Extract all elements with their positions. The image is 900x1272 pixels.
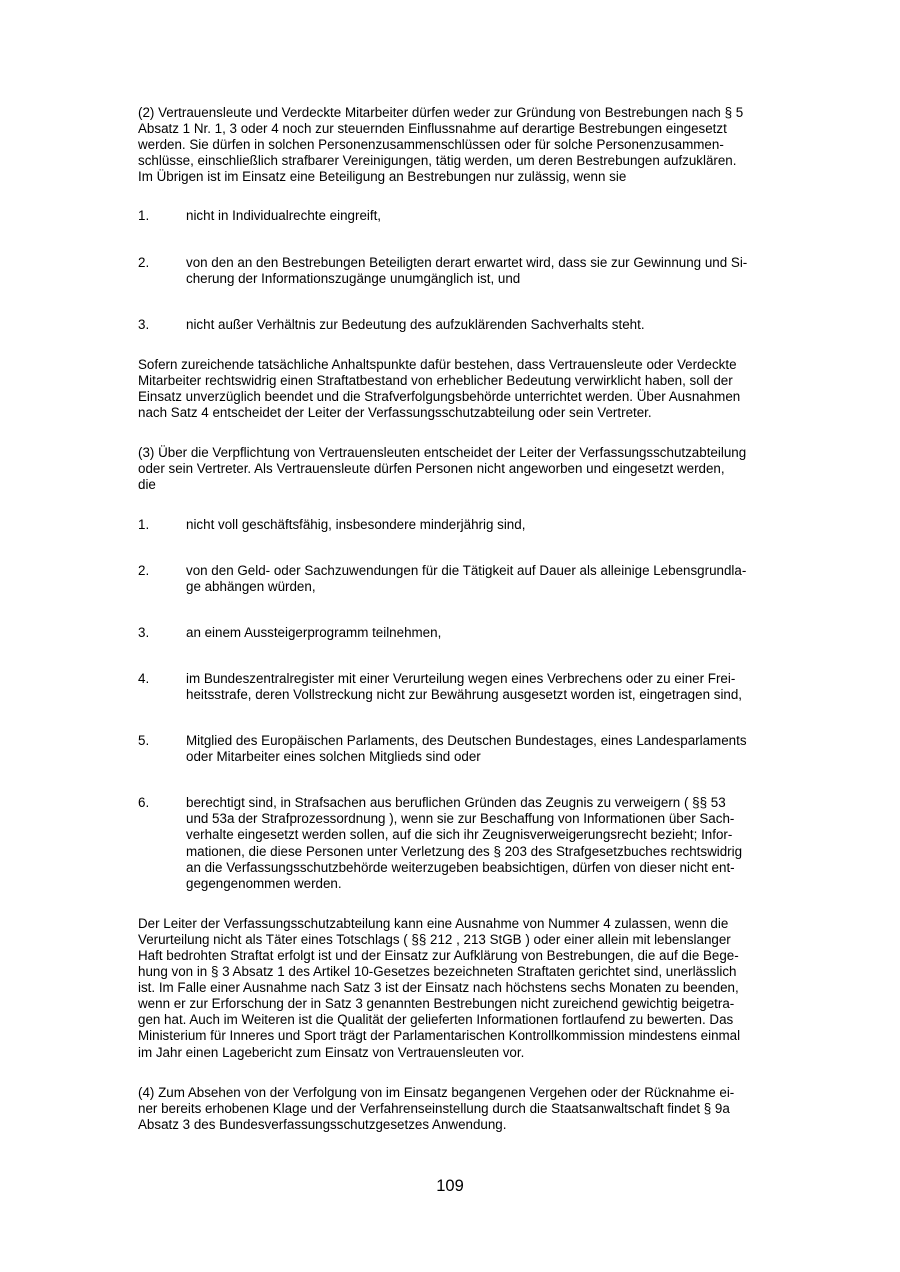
list-item-number: 5. [138,733,150,749]
list-item [138,317,798,333]
text-line: wenn er zur Erforschung der in Satz 3 genannten Bestrebungen nicht zureichend gewichtig beigetra- [138,996,735,1012]
list-item-number: 3. [138,316,150,332]
list-item-number: 2. [138,254,150,270]
text-line: nicht voll geschäftsfähig, insbesondere minderjährig sind, [186,516,526,532]
paragraph-4 [138,1085,798,1133]
text-line: im Jahr einen Lagebericht zum Einsatz von Vertrauensleuten vor. [138,1044,525,1060]
text-line: Absatz 1 Nr. 1, 3 oder 4 noch zur steuernden Einflussnahme auf derartige Bestrebungen eingesetzt [138,121,727,137]
list-item [138,733,798,765]
list-item-number: 3. [138,624,150,640]
text-line: ge abhängen würden, [186,578,316,594]
text-line: verhalte eingesetzt werden sollen, auf die sich ihr Zeugnisverweigerungsrecht bezieht; Infor- [186,827,733,843]
text-line: cherung der Informationszugänge unumgänglich ist, und [186,270,521,286]
paragraph-2-intro [138,105,798,185]
text-line: die [138,477,156,493]
text-line: Haft bedrohten Straftat erfolgt ist und der Einsatz zur Aufklärung von Bestrebungen, die auf die Bege- [138,948,739,963]
text-line: Ministerium für Inneres und Sport trägt der Parlamentarischen Kontrollkommission mindestens einmal [138,1028,741,1044]
conditions-list [138,208,798,332]
text-line: gegengenommen werden. [186,875,342,891]
text-line: ner bereits erhobenen Klage und der Verfahrenseinstellung durch die Staatsanwaltschaft findet § 9a [138,1100,730,1116]
text-line: schlüsse, einschließlich strafbarer Vereinigungen, tätig werden, um deren Bestrebungen aufzuklären. [138,153,737,169]
text-line: an die Verfassungsschutzbehörde weiterzugeben beabsichtigen, dürfen von dieser nicht ent- [186,859,735,875]
list-item [138,255,798,287]
list-item-number: 1. [138,208,150,224]
text-line: Absatz 3 des Bundesverfassungsschutzgesetzes Anwendung. [138,1116,507,1132]
text-line: im Bundeszentralregister mit einer Verurteilung wegen eines Verbrechens oder zu einer Frei- [186,670,736,686]
list-item-number: 6. [138,795,150,811]
text-line: Mitglied des Europäischen Parlaments, des Deutschen Bundestages, eines Landesparlaments [186,733,747,749]
text-line: von den Geld- oder Sachzuwendungen für die Tätigkeit auf Dauer als alleinige Lebensgrundla- [186,562,747,578]
list-item-number: 4. [138,670,150,686]
list-item [138,625,798,641]
page-body [138,105,798,1133]
text-line: gen hat. Auch im Weiteren ist die Qualität der gelieferten Informationen fortlaufend zu bewerten. Das [138,1012,734,1028]
text-line: an einem Aussteigerprogramm teilnehmen, [186,624,442,640]
page-number: 109 [436,1177,464,1195]
text-line: Der Leiter der Verfassungsschutzabteilung kann eine Ausnahme von Nummer 4 zulassen, wenn die [138,915,729,931]
text-line: (2) Vertrauensleute und Verdeckte Mitarbeiter dürfen weder zur Gründung von Bestrebungen nach § 5 [138,105,744,120]
paragraph-3-intro [138,445,798,493]
list-item [138,795,798,892]
text-line: nicht in Individualrechte eingreift, [186,208,382,224]
paragraph-exception [138,916,798,1061]
text-line: (4) Zum Absehen von der Verfolgung von im Einsatz begangenen Vergehen oder der Rücknahme ei- [138,1084,735,1100]
list-item-number: 1. [138,516,150,532]
text-line: mationen, die diese Personen unter Verletzung des § 203 des Strafgesetzbuches rechtswidrig [186,843,743,859]
list-item-number: 2. [138,562,150,578]
list-item [138,563,798,595]
paragraph-violation [138,357,798,421]
text-line: oder Mitarbeiter eines solchen Mitglieds sind oder [186,749,481,765]
list-item [138,517,798,533]
list-item [138,671,798,703]
exclusion-list [138,517,798,892]
text-line: (3) Über die Verpflichtung von Vertrauensleuten entscheidet der Leiter der Verfassungsschutzabteilung [138,445,747,461]
text-line: oder sein Vertreter. Als Vertrauensleute dürfen Personen nicht angeworben und eingesetzt werden, [138,461,725,477]
text-line: Sofern zureichende tatsächliche Anhaltspunkte dafür bestehen, dass Vertrauensleute oder Verdeckte [138,356,737,372]
text-line: heitsstrafe, deren Vollstreckung nicht zur Bewährung ausgesetzt worden ist, eingetragen sind, [186,686,743,702]
text-line: nicht außer Verhältnis zur Bedeutung des aufzuklärenden Sachverhalts steht. [186,316,645,332]
list-item [138,208,798,224]
text-line: Einsatz unverzüglich beendet und die Strafverfolgungsbehörde unterrichtet werden. Über Ausnahmen [138,389,741,405]
text-line: von den an den Bestrebungen Beteiligten derart erwartet wird, dass sie zur Gewinnung und Si- [186,254,748,270]
text-line: und 53a der Strafprozessordnung ), wenn sie zur Beschaffung von Informationen über Sach- [186,811,735,827]
text-line: hung von in § 3 Absatz 1 des Artikel 10-Gesetzes bezeichneten Straftaten gerichtet sind, unerlässlich [138,964,737,980]
text-line: Im Übrigen ist im Einsatz eine Beteiligung an Bestrebungen nur zulässig, wenn sie [138,169,627,185]
text-line: Verurteilung nicht als Täter eines Totschlags ( §§ 212 , 213 StGB ) oder einer allein mit lebenslanger [138,931,731,947]
text-line: Mitarbeiter rechtswidrig einen Straftatbestand von erheblicher Bedeutung verwirklicht haben, soll der [138,372,733,388]
text-line: ist. Im Falle einer Ausnahme nach Satz 3 ist der Einsatz nach höchstens sechs Monaten zu beenden, [138,980,739,996]
text-line: werden. Sie dürfen in solchen Personenzusammenschlüssen oder für solche Personenzusammen- [138,137,724,153]
text-line: nach Satz 4 entscheidet der Leiter der Verfassungsschutzabteilung oder sein Vertreter. [138,405,652,421]
text-line: berechtigt sind, in Strafsachen aus beruflichen Gründen das Zeugnis zu verweigern ( §§ 53 [186,795,726,811]
